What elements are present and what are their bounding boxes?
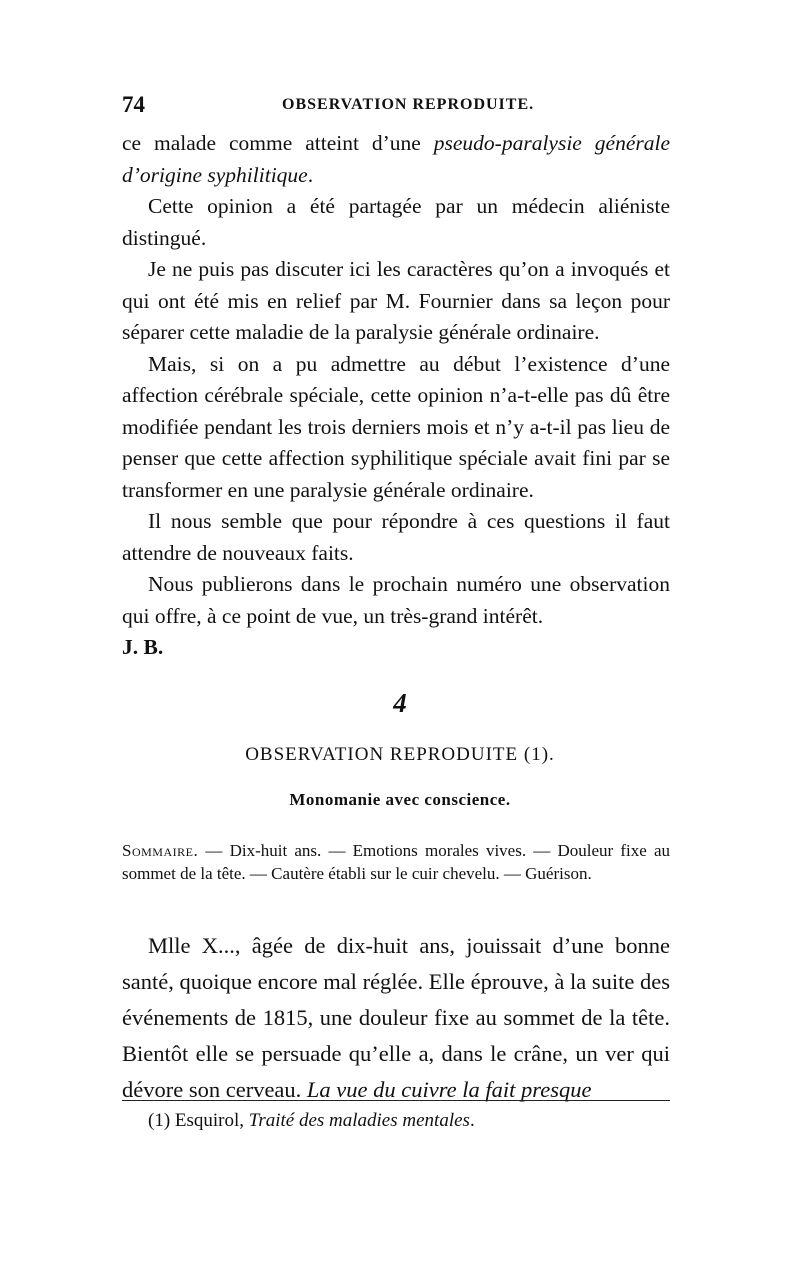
summary-label: Sommaire. — [122, 841, 199, 860]
paragraph: Nous publierons dans le prochain numéro une observation qui offre, à ce point de vue, un très-grand intérêt. — [122, 572, 670, 628]
footnote-marker: (1) — [148, 1110, 175, 1131]
paragraph-text: ce malade comme atteint d’une — [122, 131, 434, 155]
paragraph — [122, 928, 670, 1108]
paragraph-italic: La vue du cuivre la fait presque — [306, 1077, 592, 1102]
paragraph-text: . — [307, 162, 314, 187]
paragraph: Mais, si on a pu admettre au début l’existence d’une affection cérébrale spéciale, cette opinion n’a-t-elle pas dû être modifiée pendant les trois derniers mois et n’y a-t-il pas lieu de penser que cette affection syphilitique spéciale avait fini par se transformer en une paralysie générale ordinaire. — [122, 351, 670, 502]
summary-text: — Dix-huit ans. — Emotions morales vives. — Douleur fixe au sommet de la tête. — Cautère établi sur le cuir chevelu. — Guérison. — [122, 841, 670, 883]
footnote-work: Traité des maladies mentales — [248, 1110, 470, 1131]
paragraph: Cette opinion a été partagée par un médecin aliéniste distingué. — [122, 194, 670, 250]
section-subtitle: Monomanie avec conscience. — [289, 790, 511, 809]
observation-text — [122, 928, 670, 1108]
footnote-author: Esquirol, — [174, 1110, 249, 1131]
page-header — [122, 92, 670, 122]
paragraph-text: Mlle X..., âgée de dix-huit ans, jouissait d’une bonne santé, quoique encore mal réglée. Elle éprouve, à la suite des événements de 1815, une douleur fixe au sommet de la tête. Bientôt elle se persuade qu’elle a, dans le crâne, un ver qui dévore son cerveau. — [122, 933, 670, 1102]
footnote-rule — [122, 1100, 670, 1101]
footnote-end: . — [469, 1110, 475, 1131]
running-head: OBSERVATION REPRODUITE. — [282, 96, 535, 113]
footnote — [148, 1110, 475, 1132]
page-number: 74 — [122, 92, 145, 117]
section-number: 4 — [393, 688, 407, 718]
section-title: OBSERVATION REPRODUITE (1). — [245, 744, 555, 765]
paragraph: Je ne puis pas discuter ici les caractères qu’on a invoqués et qui ont été mis en relief par M. Fournier dans sa leçon pour séparer cette maladie de la paralysie générale ordinaire. — [122, 257, 670, 344]
paragraph — [122, 128, 670, 191]
signature: J. B. — [122, 635, 164, 659]
body-text — [122, 128, 670, 664]
paragraph: Il nous semble que pour répondre à ces questions il faut attendre de nouveaux faits. — [122, 509, 670, 565]
summary — [122, 840, 670, 885]
paragraph-italic: pseudo-paralysie générale d’origine syphilitique — [122, 131, 670, 187]
